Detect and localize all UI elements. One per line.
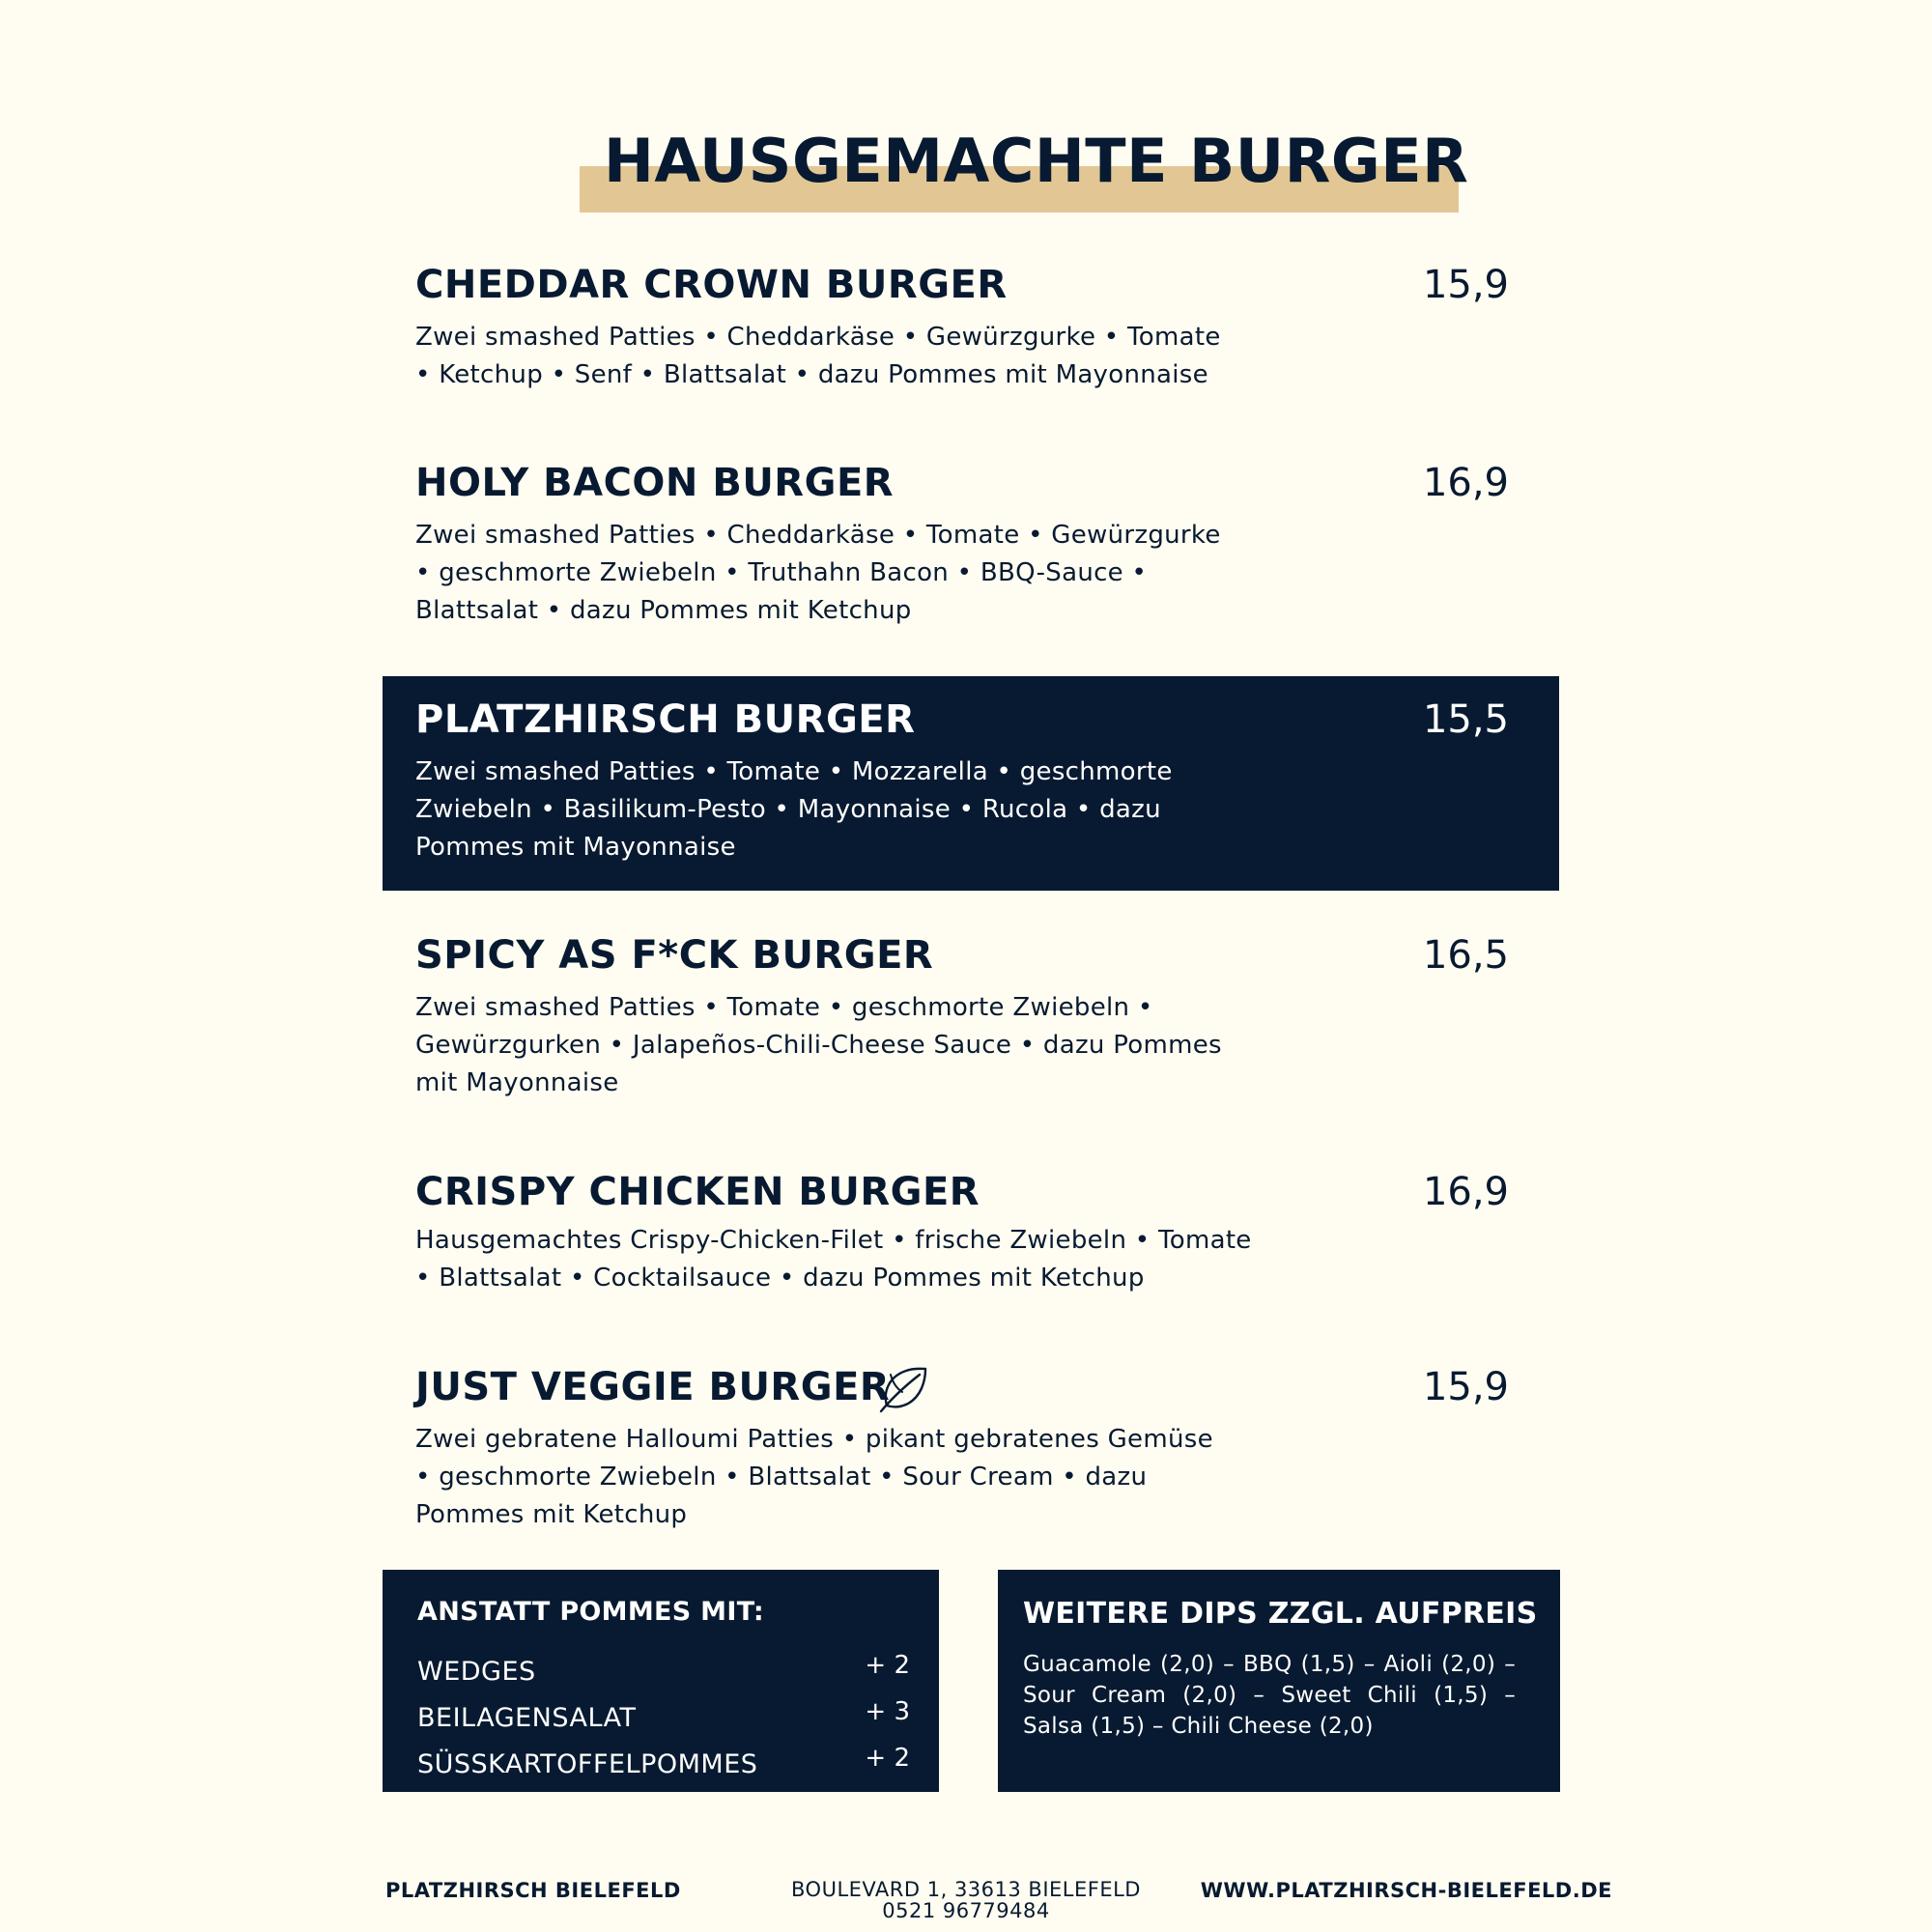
side-option-label: BEILAGENSALAT	[417, 1703, 637, 1733]
item-description: Zwei smashed Patties • Tomate • geschmorte Zwiebeln • Gewürzgurken • Jalapeños-Chili-Cheese Sauce • dazu Pommes mit Mayonnaise	[415, 993, 1222, 1097]
dips-list: Guacamole (2,0) – BBQ (1,5) – Aioli (2,0) – Sour Cream (2,0) – Sweet Chili (1,5) – Salsa (1,5) – Chili Cheese (2,0)	[1023, 1652, 1516, 1739]
side-option-extra: + 2	[865, 1651, 910, 1680]
leaf-icon	[877, 1363, 931, 1413]
item-price: 16,5	[1422, 933, 1509, 978]
menu-item-platzhirsch	[383, 697, 1559, 881]
item-name: CHEDDAR CROWN BURGER	[415, 263, 1008, 307]
item-price: 15,9	[1422, 263, 1509, 307]
footer-restaurant-name: PLATZHIRSCH BIELEFELD	[385, 1879, 681, 1902]
dips-box	[998, 1570, 1560, 1792]
menu-item-just-veggie	[383, 1365, 1559, 1548]
item-price: 15,5	[1422, 697, 1509, 742]
item-name: JUST VEGGIE BURGER	[415, 1365, 891, 1409]
item-name: CRISPY CHICKEN BURGER	[415, 1170, 980, 1214]
featured-item-box	[383, 676, 1559, 891]
item-name: PLATZHIRSCH BURGER	[415, 697, 916, 742]
footer-address: BOULEVARD 1, 33613 BIELEFELD	[791, 1878, 1141, 1901]
item-name: HOLY BACON BURGER	[415, 461, 895, 505]
side-option-extra: + 2	[865, 1744, 910, 1773]
side-option-label: WEDGES	[417, 1657, 536, 1687]
page-title: HAUSGEMACHTE BURGER	[604, 126, 1469, 196]
menu-header	[580, 126, 1469, 213]
item-description: Zwei smashed Patties • Tomate • Mozzarella • geschmorte Zwiebeln • Basilikum-Pesto • Mayonnaise • Rucola • dazu Pommes mit Mayonnaise	[415, 757, 1173, 862]
menu-item-holy-bacon	[383, 461, 1559, 644]
side-option-extra: + 3	[865, 1697, 910, 1726]
item-description: Hausgemachtes Crispy-Chicken-Filet • frische Zwiebeln • Tomate • Blattsalat • Cocktailsauce • dazu Pommes mit Ketchup	[415, 1226, 1252, 1293]
item-description: Zwei smashed Patties • Cheddarkäse • Tomate • Gewürzgurke • geschmorte Zwiebeln • Truthahn Bacon • BBQ-Sauce • Blattsalat • dazu Pommes mit Ketchup	[415, 521, 1221, 625]
item-price: 16,9	[1422, 461, 1509, 505]
sides-box	[383, 1570, 939, 1792]
side-option-label: SÜSSKARTOFFELPOMMES	[417, 1749, 758, 1779]
sides-title: ANSTATT POMMES MIT:	[417, 1597, 765, 1627]
side-option	[417, 1744, 910, 1788]
side-option	[417, 1697, 910, 1742]
dips-title: WEITERE DIPS ZZGL. AUFPREIS	[1023, 1597, 1538, 1631]
item-name: SPICY AS F*CK BURGER	[415, 933, 934, 978]
menu-item-crispy-chicken	[383, 1170, 1559, 1324]
item-price: 15,9	[1422, 1365, 1509, 1409]
item-description: Zwei gebratene Halloumi Patties • pikant gebratenes Gemüse • geschmorte Zwiebeln • Blattsalat • Sour Cream • dazu Pommes mit Ketchup	[415, 1425, 1213, 1529]
menu-item-spicy	[383, 933, 1559, 1117]
footer-website-link[interactable]: WWW.PLATZHIRSCH-BIELEFELD.DE	[1200, 1879, 1612, 1902]
menu-item-cheddar-crown	[383, 263, 1559, 446]
side-option	[417, 1651, 910, 1695]
item-price: 16,9	[1422, 1170, 1509, 1214]
footer-phone: 0521 96779484	[882, 1899, 1050, 1922]
item-description: Zwei smashed Patties • Cheddarkäse • Gewürzgurke • Tomate • Ketchup • Senf • Blattsalat • dazu Pommes mit Mayonnaise	[415, 323, 1221, 389]
footer-contact	[676, 1879, 1256, 1921]
